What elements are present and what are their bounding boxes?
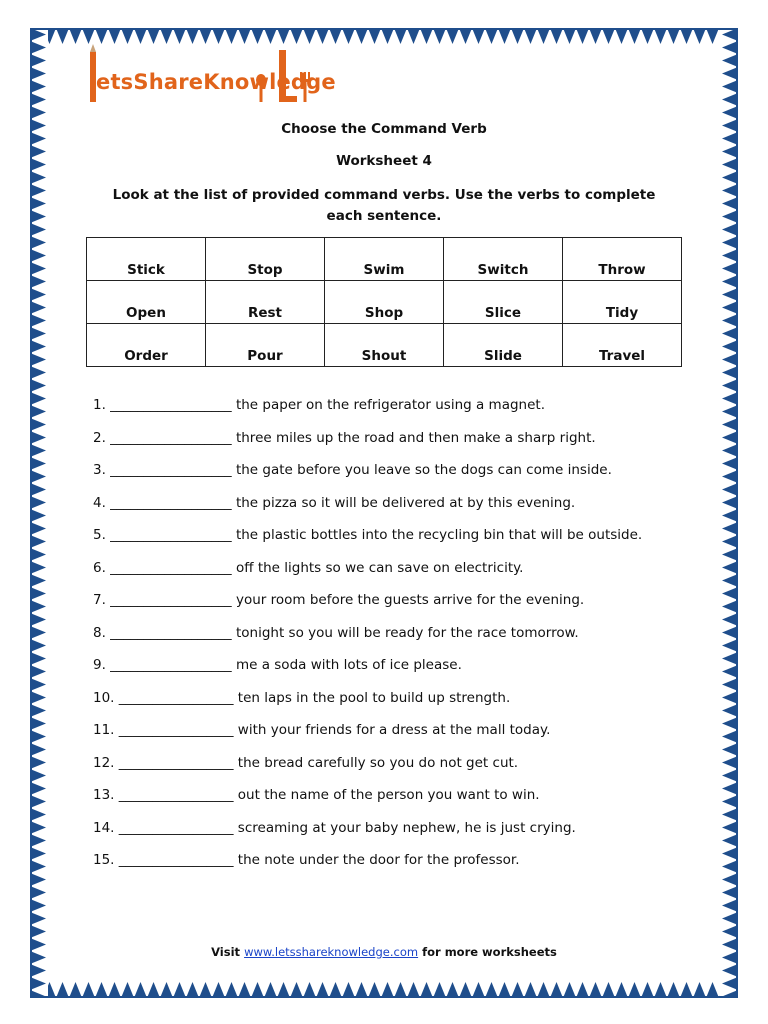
sentence-9: 9. __________________ me a soda with lots of ice please. — [93, 657, 462, 673]
footer-link[interactable]: www.letsshareknowledge.com — [244, 945, 419, 959]
instructions: Look at the list of provided command verbs. Use the verbs to complete each sentence. — [112, 187, 656, 224]
sentence-15: 15. _________________ the note under the door for the professor. — [93, 852, 520, 868]
sentence-13: 13. _________________ out the name of the person you want to win. — [93, 787, 540, 803]
sentence-4: 4. __________________ the pizza so it will be delivered at by this evening. — [93, 494, 576, 511]
footer-prefix: Visit — [211, 945, 241, 959]
verb-cell: Open — [87, 281, 206, 324]
sentence-2: 2. __________________ three miles up the road and then make a sharp right. — [93, 429, 596, 446]
worksheet-subtitle: Worksheet 4 — [336, 153, 432, 169]
sentence-list — [93, 392, 683, 870]
verb-cell: Shout — [325, 324, 444, 367]
verb-cell: Slide — [444, 324, 563, 367]
verb-row — [87, 324, 682, 367]
verb-cell: Rest — [206, 281, 325, 324]
verb-cell: Tidy — [563, 281, 682, 324]
sentence-3: 3. __________________ the gate before you leave so the dogs can come inside. — [93, 462, 612, 478]
footer-suffix: for more worksheets — [422, 945, 557, 959]
sentence-5: 5. __________________ the plastic bottles into the recycling bin that will be outside. — [93, 527, 643, 543]
verb-row — [87, 281, 682, 324]
logo — [88, 44, 358, 112]
verb-cell: Swim — [325, 238, 444, 281]
verb-table — [86, 237, 682, 367]
worksheet-title: Choose the Command Verb — [281, 121, 487, 137]
verb-cell: Pour — [206, 324, 325, 367]
verb-cell: Stick — [87, 238, 206, 281]
verb-cell: Throw — [563, 238, 682, 281]
verb-cell: Slice — [444, 281, 563, 324]
verb-row — [87, 238, 682, 281]
verb-cell: Stop — [206, 238, 325, 281]
sentence-14: 14. _________________ screaming at your baby nephew, he is just crying. — [93, 819, 576, 836]
verb-cell: Order — [87, 324, 206, 367]
sentence-10: 10. _________________ ten laps in the pool to build up strength. — [93, 689, 511, 706]
verb-cell: Switch — [444, 238, 563, 281]
verb-cell: Shop — [325, 281, 444, 324]
sentence-7: 7. __________________ your room before the guests arrive for the evening. — [93, 592, 585, 608]
footer — [0, 945, 768, 959]
sentence-6: 6. __________________ off the lights so we can save on electricity. — [93, 559, 524, 576]
logo-text: etsShareKnowledge — [96, 70, 336, 94]
sentence-11: 11. _________________ with your friends for a dress at the mall today. — [93, 722, 551, 738]
sentence-1: 1. __________________ the paper on the refrigerator using a magnet. — [93, 397, 545, 413]
verb-cell: Travel — [563, 324, 682, 367]
sentence-8: 8. __________________ tonight so you will be ready for the race tomorrow. — [93, 624, 579, 641]
sentence-12: 12. _________________ the bread carefully so you do not get cut. — [93, 754, 519, 771]
